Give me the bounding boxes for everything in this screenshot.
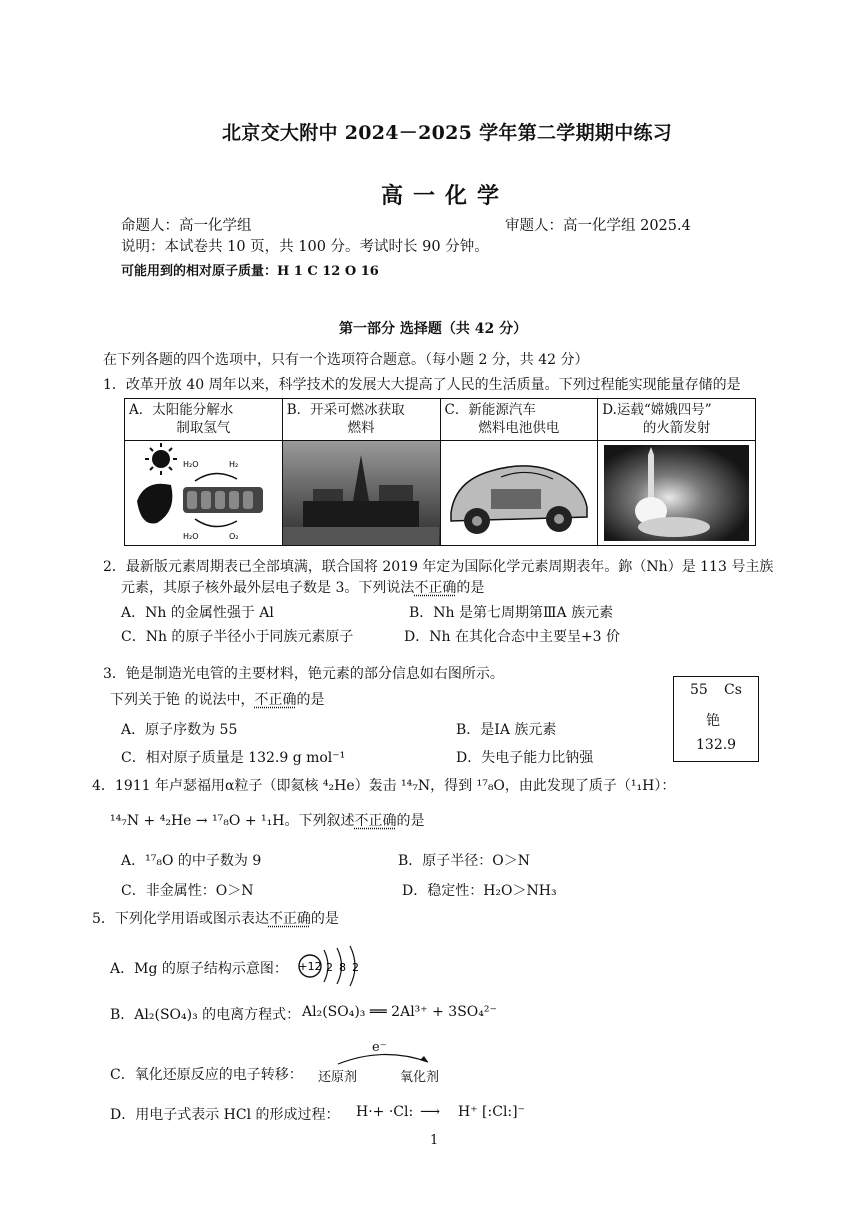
q1-option-a (125, 399, 283, 546)
question-2-stem-line2 (121, 577, 484, 597)
cesium-name: 铯 (706, 713, 720, 729)
author-line: 命题人：高一化学组 (121, 218, 252, 234)
q1-option-d-line1: D.运载“嫦娥四号” (602, 402, 712, 418)
q5-stem-key: 不正确 (268, 911, 311, 927)
label-h2: H₂ (229, 460, 239, 469)
question-2-stem-line1: 2．最新版元素周期表已全部填满，联合国将 2019 年定为国际化学元素周期表年。鉨（Nh）是 113 号主族 (103, 559, 774, 575)
q5-reaction-arrow: ⟶ (420, 1104, 441, 1120)
mg-shell-2: 8 (339, 961, 346, 974)
q1-option-c-line2: 燃料电池供电 (478, 420, 560, 436)
q1-option-c-line1: C．新能源汽车 (444, 402, 536, 418)
q1-option-d-line2: 的火箭发射 (642, 420, 711, 436)
q3-option-c: C．相对原子质量是 132.9 g mol⁻¹ (121, 750, 346, 766)
q4-line2-key: 不正确 (354, 813, 397, 829)
q5-option-b-label: B．Al₂(SO₄)₃ 的电离方程式： (110, 1007, 301, 1023)
q4-option-b: B．原子半径：O＞N (398, 853, 531, 869)
reviewer-line: 审题人：高一化学组 2025.4 (505, 218, 691, 234)
cesium-atomic-mass: 132.9 (696, 737, 737, 753)
q1-option-c (440, 399, 598, 546)
q5-hcl-reactants: H·+ ·Cl: (356, 1104, 414, 1120)
q1-option-b-line2: 燃料 (347, 420, 375, 436)
atomic-mass-line: 可能用到的相对原子质量：H 1 C 12 O 16 (121, 264, 379, 279)
q3-sub-key: 不正确 (254, 692, 297, 708)
page-number: 1 (430, 1133, 439, 1148)
sun-icon (145, 443, 177, 475)
q5-reductant-label: 还原剂 (318, 1070, 358, 1085)
q4-option-c: C．非金属性：O＞N (121, 883, 254, 899)
q1-option-a-line2: 制取氢气 (176, 420, 231, 436)
cesium-symbol: Cs (724, 682, 742, 698)
q5-stem-post: 的是 (310, 911, 339, 927)
question-1-stem: 1．改革开放 40 周年以来，科学技术的发展大大提高了人民的生活质量。下列过程能实现能量存储的是 (103, 377, 741, 393)
mg-shell-1: 2 (326, 961, 333, 974)
q1-option-b (282, 399, 440, 546)
question-3-sub (110, 689, 324, 709)
q3-option-b: B．是ⅠA 族元素 (456, 722, 557, 738)
q3-sub-pre: 下列关于铯 的说法中， (110, 692, 255, 708)
q4-option-a: A．¹⁷₈O 的中子数为 9 (121, 853, 262, 869)
q4-line2-post: 的是 (396, 813, 425, 829)
q2-option-d: D．Nh 在其化合态中主要呈+3 价 (404, 629, 621, 645)
label-o2: O₂ (229, 532, 239, 541)
mg-shell-3: 2 (352, 961, 359, 974)
q5-option-d-label: D．用电子式表示 HCl 的形成过程： (110, 1107, 340, 1123)
q5-hcl-product: H⁺ [:Cl:]⁻ (458, 1104, 525, 1120)
q2-stem-key: 不正确 (414, 580, 457, 596)
q3-option-d: D．失电子能力比钠强 (456, 750, 594, 766)
subject-title: 高一化学 (381, 183, 510, 209)
q4-option-d: D．稳定性：H₂O＞NH₃ (402, 883, 557, 899)
cesium-element-card (673, 676, 759, 762)
instructions-line: 说明：本试卷共 10 页，共 100 分。考试时长 90 分钟。 (121, 239, 489, 255)
q5-stem-pre: 5．下列化学用语或图示表达 (92, 911, 269, 927)
q2-stem-post: 的是 (456, 580, 485, 596)
q5-option-b-equation: Al₂(SO₄)₃ ══ 2Al³⁺ + 3SO₄²⁻ (302, 1004, 497, 1020)
q5-option-c-label: C．氧化还原反应的电子转移： (110, 1067, 303, 1083)
q5-oxidant-label: 氧化剂 (400, 1070, 440, 1085)
leaf-icon (137, 484, 172, 524)
mg-nucleus-charge: +12 (298, 960, 322, 973)
q1-option-a-line1: A．太阳能分解水 (129, 402, 234, 418)
electron-transfer-arrow (334, 1050, 434, 1066)
question-1-options-table (124, 398, 756, 546)
question-4-reaction (110, 810, 424, 830)
q5-option-a-label: A．Mg 的原子结构示意图： (110, 961, 288, 977)
part-heading: 第一部分 选择题（共 42 分） (339, 321, 528, 337)
q2-option-c: C．Nh 的原子半径小于同族元素原子 (121, 629, 354, 645)
mg-atomic-structure-diagram (296, 942, 368, 990)
fuel-cell-car-figure (441, 440, 598, 545)
q5-electron-label: e⁻ (372, 1040, 387, 1055)
q1-option-d (598, 399, 756, 546)
label-h2o-top: H₂O (183, 460, 199, 469)
q1-option-b-line1: B．开采可燃冰获取 (286, 402, 405, 418)
q2-stem-pre: 元素，其原子核外最外层电子数是 3。下列说法 (121, 580, 415, 596)
question-5-stem (92, 908, 339, 928)
drilling-platform-photo (283, 440, 440, 545)
exam-title: 北京交大附中 2024－2025 学年第二学期期中练习 (222, 122, 673, 144)
solar-water-splitting-figure (125, 440, 282, 545)
q2-option-b: B．Nh 是第七周期第ⅢA 族元素 (409, 605, 614, 621)
cesium-atomic-number: 55 (690, 682, 708, 698)
question-4-stem: 4．1911 年卢瑟福用α粒子（即氦核 ⁴₂He）轰击 ¹⁴₇N，得到 ¹⁷₈O，由此发现了质子（¹₁H）： (92, 778, 676, 794)
q2-option-a: A．Nh 的金属性强于 Al (121, 605, 274, 621)
part-instruction: 在下列各题的四个选项中，只有一个选项符合题意。（每小题 2 分，共 42 分） (103, 352, 589, 368)
q3-sub-post: 的是 (296, 692, 325, 708)
label-h2o-bottom: H₂O (183, 532, 199, 541)
q3-option-a: A．原子序数为 55 (121, 722, 238, 738)
question-3-stem: 3．铯是制造光电管的主要材料，铯元素的部分信息如右图所示。 (103, 666, 504, 682)
q4-line2-pre: ¹⁴₇N + ⁴₂He → ¹⁷₈O + ¹₁H。下列叙述 (110, 813, 355, 829)
rocket-launch-photo (598, 440, 755, 545)
